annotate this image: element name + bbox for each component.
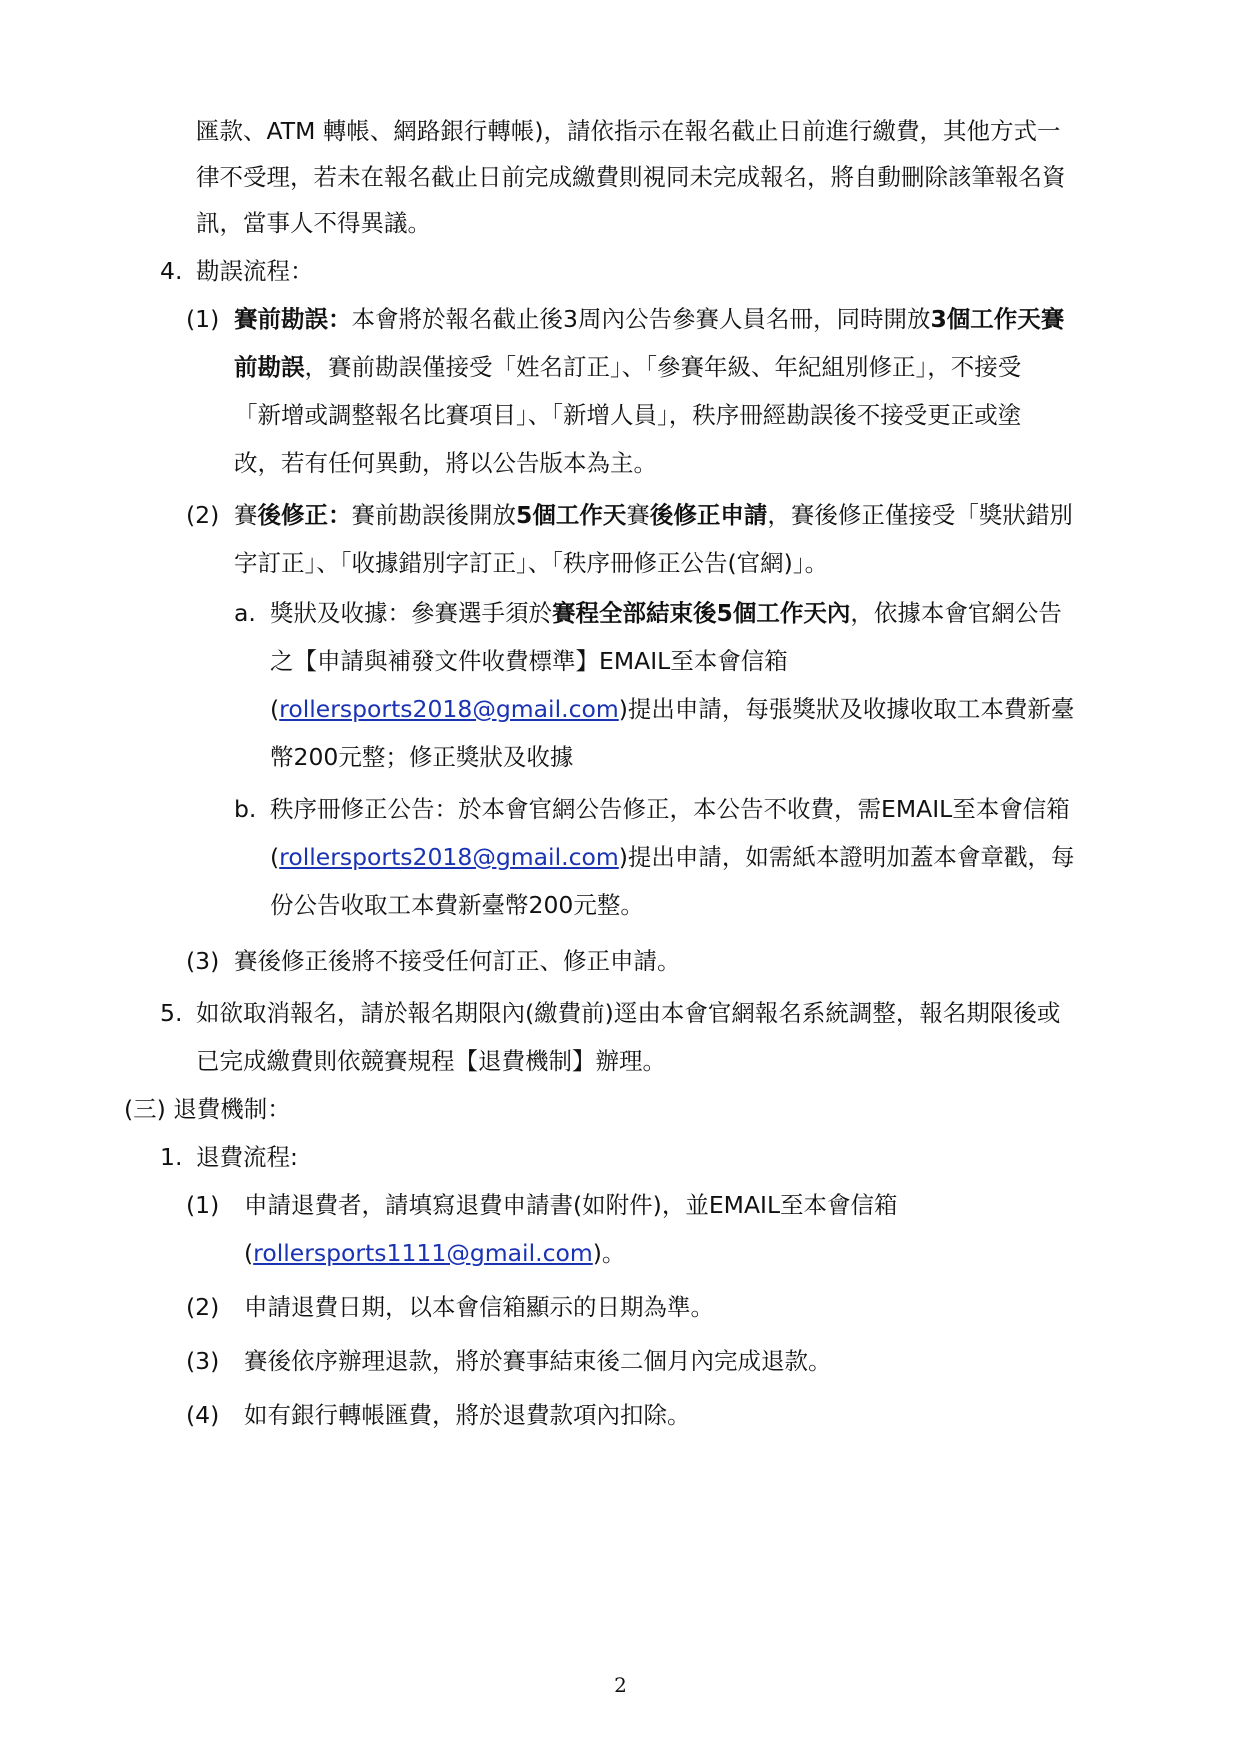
item-number: 4. [160, 257, 183, 285]
bold-text: 前勘誤 [234, 353, 305, 381]
list-line [270, 692, 1074, 726]
intro-line: 律不受理，若未在報名截止日前完成繳費則視同未完成報名，將自動刪除該筆報名資 [196, 163, 1066, 191]
text: ( [270, 843, 280, 871]
bold-text: 賽前勘誤： [234, 305, 352, 333]
bold-text: 後修正申請 [649, 501, 768, 529]
text: ，賽前勘誤僅接受「姓名訂正」、「參賽年級、年紀組別修正」，不接受 [304, 353, 1022, 381]
bold-text: 5個工作天 [516, 501, 627, 529]
email-link[interactable]: rollersports1111@gmail.com [253, 1239, 593, 1267]
text: ，依據本會官網公告 [850, 599, 1062, 627]
list-line: 之【申請與補發文件收費標準】EMAIL至本會信箱 [270, 647, 788, 675]
list-letter: a. [234, 599, 256, 627]
page-number: 2 [614, 1673, 627, 1697]
item-title: 退費流程: [196, 1143, 298, 1171]
list-line: 秩序冊修正公告：於本會官網公告修正，本公告不收費，需EMAIL至本會信箱 [270, 795, 1070, 823]
text: 本會將於報名截止後3周內公告參賽人員名冊，同時開放 [351, 305, 931, 333]
text: )提出申請，每張獎狀及收據收取工本費新臺 [618, 695, 1075, 723]
sub-item-line [244, 1236, 625, 1270]
sub-item-line: 申請退費日期，以本會信箱顯示的日期為準。 [244, 1293, 714, 1321]
text: ( [270, 695, 280, 723]
text: ( [244, 1239, 254, 1267]
intro-line: 匯款、ATM 轉帳、網路銀行轉帳)，請依指示在報名截止日前進行繳費，其他方式一 [196, 117, 1061, 145]
sub-item-number: (1) [186, 1191, 220, 1219]
sub-item-line: 「新增或調整報名比賽項目」、「新增人員」，秩序冊經勘誤後不接受更正或塗 [234, 401, 1022, 429]
text: 賽 [626, 501, 650, 529]
sub-item-line: 賽後依序辦理退款，將於賽事結束後二個月內完成退款。 [244, 1347, 832, 1375]
text: )提出申請，如需紙本證明加蓋本會章戳，每 [618, 843, 1075, 871]
text: )。 [592, 1239, 626, 1267]
sub-item-number: (1) [186, 305, 220, 333]
bold-text: 賽程全部結束後5個工作天內 [552, 599, 851, 627]
item-line: 如欲取消報名，請於報名期限內(繳費前)逕由本會官網報名系統調整，報名期限後或 [196, 999, 1061, 1027]
sub-item-number: (4) [186, 1401, 220, 1429]
sub-item-number: (2) [186, 1293, 220, 1321]
sub-item-number: (2) [186, 501, 220, 529]
sub-item-line: 賽後修正後將不接受任何訂正、修正申請。 [234, 947, 681, 975]
list-line: 份公告收取工本費新臺幣200元整。 [270, 891, 644, 919]
text: 賽前勘誤後開放 [351, 501, 516, 529]
list-letter: b. [234, 795, 257, 823]
sub-item-line [234, 302, 1064, 336]
text: 賽 [234, 501, 258, 529]
item-number: 5. [160, 999, 183, 1027]
list-line: 幣200元整；修正獎狀及收據 [270, 743, 574, 771]
bold-text: 後修正： [257, 501, 352, 529]
section-title: (三) 退費機制： [124, 1095, 291, 1123]
list-line [270, 596, 1062, 630]
item-title: 勘誤流程： [196, 257, 314, 285]
item-line: 已完成繳費則依競賽規程【退費機制】辦理。 [196, 1047, 666, 1075]
list-line [270, 840, 1074, 874]
sub-item-line: 改，若有任何異動，將以公告版本為主。 [234, 449, 657, 477]
intro-line: 訊，當事人不得異議。 [196, 209, 431, 237]
sub-item-line [234, 350, 1021, 384]
bold-text: 3個工作天賽 [930, 305, 1065, 333]
sub-item-line: 如有銀行轉帳匯費，將於退費款項內扣除。 [244, 1401, 691, 1429]
text: 獎狀及收據：參賽選手須於 [270, 599, 552, 627]
sub-item-number: (3) [186, 947, 220, 975]
sub-item-line: 字訂正」、「收據錯別字訂正」、「秩序冊修正公告(官網)」。 [234, 549, 829, 577]
sub-item-number: (3) [186, 1347, 220, 1375]
sub-item-line [234, 498, 1073, 532]
email-link[interactable]: rollersports2018@gmail.com [279, 695, 619, 723]
text: ，賽後修正僅接受「獎狀錯別 [767, 501, 1073, 529]
sub-item-line: 申請退費者，請填寫退費申請書(如附件)，並EMAIL至本會信箱 [244, 1191, 898, 1219]
email-link[interactable]: rollersports2018@gmail.com [279, 843, 619, 871]
item-number: 1. [160, 1143, 183, 1171]
